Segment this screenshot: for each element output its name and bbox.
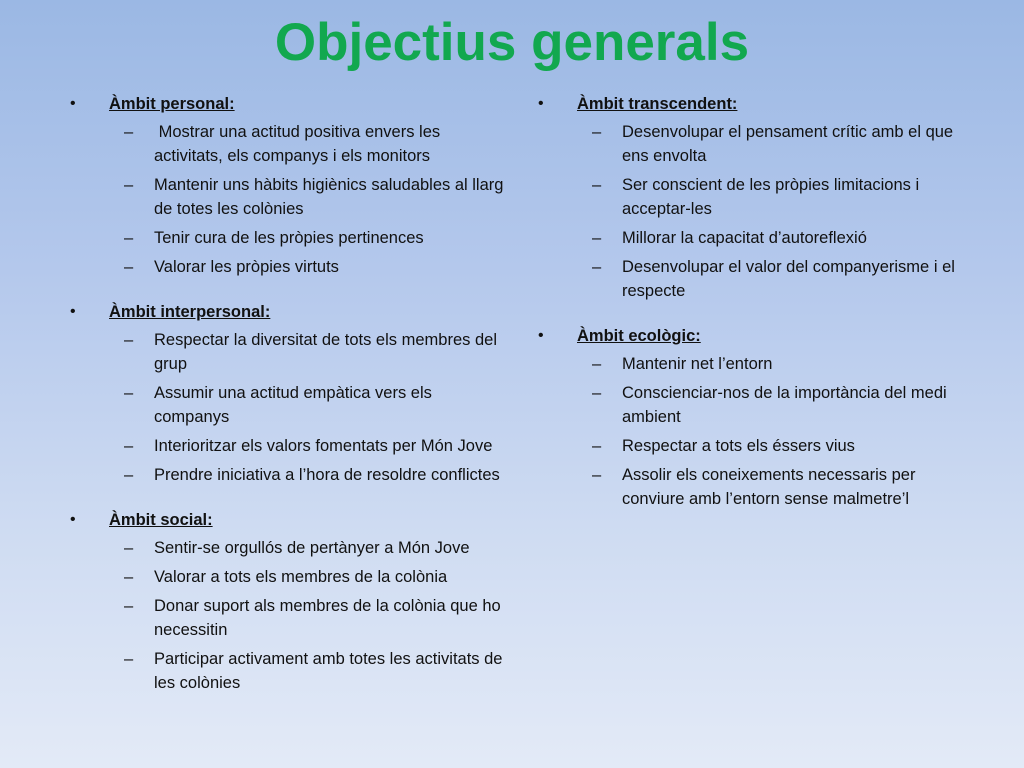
list-item: – Assumir una actitud empàtica vers els companys xyxy=(70,381,510,429)
dash-icon: – xyxy=(124,258,134,276)
bullet-icon: • xyxy=(70,95,76,112)
dash-icon: – xyxy=(124,176,134,194)
dash-icon: – xyxy=(124,650,134,668)
section-heading: Àmbit personal: xyxy=(109,95,235,113)
list-item: – Mostrar una actitud positiva envers les activitats, els companys i els monitors xyxy=(70,120,510,168)
list-item: – Ser conscient de les pròpies limitacions i acceptar-les xyxy=(538,173,978,221)
list-item: – Donar suport als membres de la colònia que ho necessitin xyxy=(70,594,510,642)
dash-icon: – xyxy=(124,437,134,455)
list-item: – Desenvolupar el valor del companyerisme i el respecte xyxy=(538,255,978,303)
dash-icon: – xyxy=(124,229,134,247)
section-transcendent xyxy=(538,92,978,303)
bullet-icon: • xyxy=(70,303,76,320)
section-personal xyxy=(70,92,510,279)
list-item: – Participar activament amb totes les activitats de les colònies xyxy=(70,647,510,695)
list-item: – Mantenir net l’entorn xyxy=(538,352,978,376)
slide-title: Objectius generals xyxy=(274,13,750,72)
bullet-icon: • xyxy=(538,95,544,112)
list-item: – Valorar a tots els membres de la colònia xyxy=(70,565,510,589)
dash-icon: – xyxy=(592,176,602,194)
list-item: – Respectar a tots els éssers vius xyxy=(538,434,978,458)
dash-icon: – xyxy=(592,258,602,276)
right-column xyxy=(538,92,978,532)
item-list xyxy=(70,328,510,487)
list-item: – Interioritzar els valors fomentats per Món Jove xyxy=(70,434,510,458)
list-item: – Respectar la diversitat de tots els membres del grup xyxy=(70,328,510,376)
list-item: – Conscienciar-nos de la importància del medi ambient xyxy=(538,381,978,429)
dash-icon: – xyxy=(124,123,134,141)
section-social xyxy=(70,508,510,695)
dash-icon: – xyxy=(124,568,134,586)
dash-icon: – xyxy=(592,466,602,484)
bullet-icon: • xyxy=(538,327,544,344)
section-heading: Àmbit social: xyxy=(109,511,213,529)
left-column xyxy=(70,92,510,716)
section-ecological xyxy=(538,324,978,511)
section-heading: Àmbit ecològic: xyxy=(577,327,701,345)
list-item: – Valorar les pròpies virtuts xyxy=(70,255,510,279)
list-item: – Assolir els coneixements necessaris per conviure amb l’entorn sense malmetre’l xyxy=(538,463,978,511)
dash-icon: – xyxy=(592,355,602,373)
dash-icon: – xyxy=(124,384,134,402)
list-item: – Prendre iniciativa a l’hora de resoldre conflictes xyxy=(70,463,510,487)
item-list xyxy=(70,536,510,695)
section-heading: Àmbit interpersonal: xyxy=(109,303,271,321)
dash-icon: – xyxy=(592,384,602,402)
item-list xyxy=(538,352,978,511)
dash-icon: – xyxy=(124,597,134,615)
list-item: – Tenir cura de les pròpies pertinences xyxy=(70,226,510,250)
item-list xyxy=(538,120,978,303)
list-item: – Desenvolupar el pensament crític amb el que ens envolta xyxy=(538,120,978,168)
dash-icon: – xyxy=(124,539,134,557)
dash-icon: – xyxy=(592,123,602,141)
bullet-icon: • xyxy=(70,511,76,528)
list-item: – Millorar la capacitat d’autoreflexió xyxy=(538,226,978,250)
dash-icon: – xyxy=(124,466,134,484)
item-list xyxy=(70,120,510,279)
list-item: – Mantenir uns hàbits higiènics saludables al llarg de totes les colònies xyxy=(70,173,510,221)
dash-icon: – xyxy=(124,331,134,349)
dash-icon: – xyxy=(592,229,602,247)
list-item: – Sentir-se orgullós de pertànyer a Món Jove xyxy=(70,536,510,560)
section-interpersonal xyxy=(70,300,510,487)
section-heading: Àmbit transcendent: xyxy=(577,95,738,113)
dash-icon: – xyxy=(592,437,602,455)
